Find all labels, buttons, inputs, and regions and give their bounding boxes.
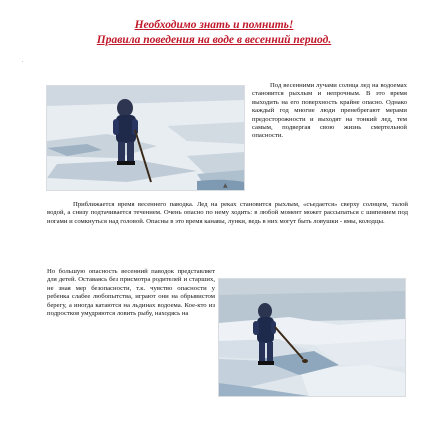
title-line-1: Необходимо знать и помнить! bbox=[134, 19, 294, 31]
child-on-ice-photo-icon bbox=[47, 86, 244, 190]
title-line-2: Правила поведения на воде в весенний период. bbox=[96, 34, 332, 46]
svg-text:▲: ▲ bbox=[223, 182, 228, 189]
paragraph-intro: Под весенними лучами солнца лед на водоемах становится рыхлым и непрочным. В это время выходить на его поверхность крайне опасно. Однако каждый год многие люди пренебрегают мерами предосторожности и выходят на тонкий лед, тем самым, подвергая свою жизнь смертельной опасности. bbox=[252, 82, 407, 140]
paragraph-children: Но большую опасность весенний паводок представляет для детей. Оставаясь без присмотра родителей и старших, не зная мер безопасности, т.к. чувство опасности у ребенка слабее любопытства, играют они на обрывистом берегу, а иногда катаются на льдинах водоема. Кое-кто из подростков умудряются ловить рыбу, находясь на bbox=[47, 268, 215, 318]
child-on-ice-floe-photo-icon bbox=[219, 279, 405, 396]
margin-mark: . bbox=[22, 58, 24, 64]
paragraph-flood: Приближается время весеннего паводка. Лед на реках становится рыхлым, «съедается» сверху солнцем, талой водой, а снизу подтачивается течением. Очень опасно по нему ходить: в любой момент может рассыпаться с шипением под ногами и сомкнуться над головой. Опасны в это время канавы, лунки, ведь в них могут быть ловушки - ямы, колодцы. bbox=[47, 201, 408, 225]
